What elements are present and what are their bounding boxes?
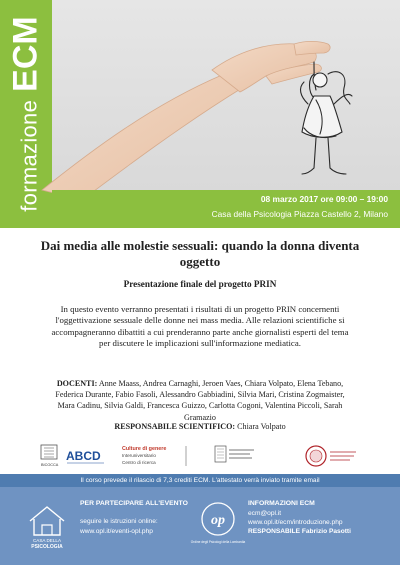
svg-text:Ordine degli Psicologi della L: Ordine degli Psicologi della Lombardia	[190, 540, 246, 544]
culture-di-genere-logo-icon	[122, 444, 200, 468]
casa-della-psicologia-logo-icon	[24, 499, 70, 549]
svg-text:Centro di ricerca: Centro di ricerca	[122, 460, 156, 465]
info-ecm-email[interactable]: ecm@opl.it	[248, 510, 282, 517]
docenti-block	[46, 378, 354, 423]
info-ecm-link[interactable]: www.opl.it/ecm/introduzione.php	[248, 519, 343, 526]
responsabile-scientifico	[46, 422, 354, 431]
university-seal-icon	[304, 444, 360, 468]
event-description: In questo evento verranno presentati i risultati di un progetto PRIN concernenti l'oggettivazione sessuale delle donne nei mass media. Alle relazioni scientifiche si accompagneranno dibattiti a cui prenderanno parte anche giornalisti esperti del tema per discutere le implicazioni sull'informazione mediatica.	[51, 304, 349, 349]
event-subtitle: Presentazione finale del progetto PRIN	[123, 279, 277, 289]
svg-text:BICOCCA: BICOCCA	[41, 463, 59, 467]
side-label	[7, 16, 46, 211]
footer	[0, 487, 400, 565]
info-ecm-title: INFORMAZIONI ECM	[248, 500, 315, 507]
event-info-bar	[52, 190, 400, 228]
svg-text:Interuniversitario: Interuniversitario	[122, 453, 156, 458]
svg-text:ABCD: ABCD	[66, 449, 101, 463]
event-date-time: 08 marzo 2017 ore 09:00 – 19:00	[260, 194, 388, 204]
svg-text:PSICOLOGIA: PSICOLOGIA	[31, 544, 63, 550]
responsabile-name: Chiara Volpato	[237, 422, 286, 431]
opl-logo-icon	[190, 499, 246, 549]
hero-photo	[52, 0, 400, 190]
svg-text:CASA DELLA: CASA DELLA	[32, 538, 62, 543]
abcd-logo-icon	[64, 444, 110, 468]
side-label-bold: ECM	[6, 16, 45, 92]
hand-holding-figure-illustration	[52, 0, 400, 190]
info-ecm-responsabile: RESPONSABILE Fabrizio Pasotti	[248, 528, 351, 535]
side-label-light: formazione	[16, 99, 42, 212]
docenti-label: DOCENTI:	[56, 379, 98, 388]
event-place: Casa della Psicologia Piazza Castello 2, Milano	[211, 209, 388, 219]
participate-link[interactable]: www.opl.it/eventi-opl.php	[80, 528, 153, 535]
participate-instructions: seguire le istruzioni online:	[80, 518, 158, 525]
svg-text:op: op	[211, 513, 225, 528]
participate-title: PER PARTECIPARE ALL'EVENTO	[80, 500, 188, 507]
credits-bar: Il corso prevede il rilascio di 7,3 crediti ECM. L'attestato verrà inviato tramite email	[0, 474, 400, 487]
event-title: Dai media alle molestie sessuali: quando la donna diventa oggetto	[40, 238, 360, 269]
unimib-dept-logo-icon	[214, 444, 264, 468]
partner-logos	[0, 438, 400, 474]
svg-text:Culture di genere: Culture di genere	[122, 446, 167, 452]
side-band	[0, 0, 52, 228]
docenti-names: Anne Maass, Andrea Carnaghi, Jeroen Vaes, Chiara Volpato, Elena Tebano, Federica Durante, Fabio Fasoli, Alessandro Gabbiadini, Silvia Mari, Cristina Zogmaister, Mara Cadinu, Silvia Galdi, Francesca Guizzo, Carlotta Cogoni, Valentina Piccoli, Sarah Gramazio	[55, 379, 345, 422]
responsabile-label: RESPONSABILE SCIENTIFICO:	[114, 422, 236, 431]
